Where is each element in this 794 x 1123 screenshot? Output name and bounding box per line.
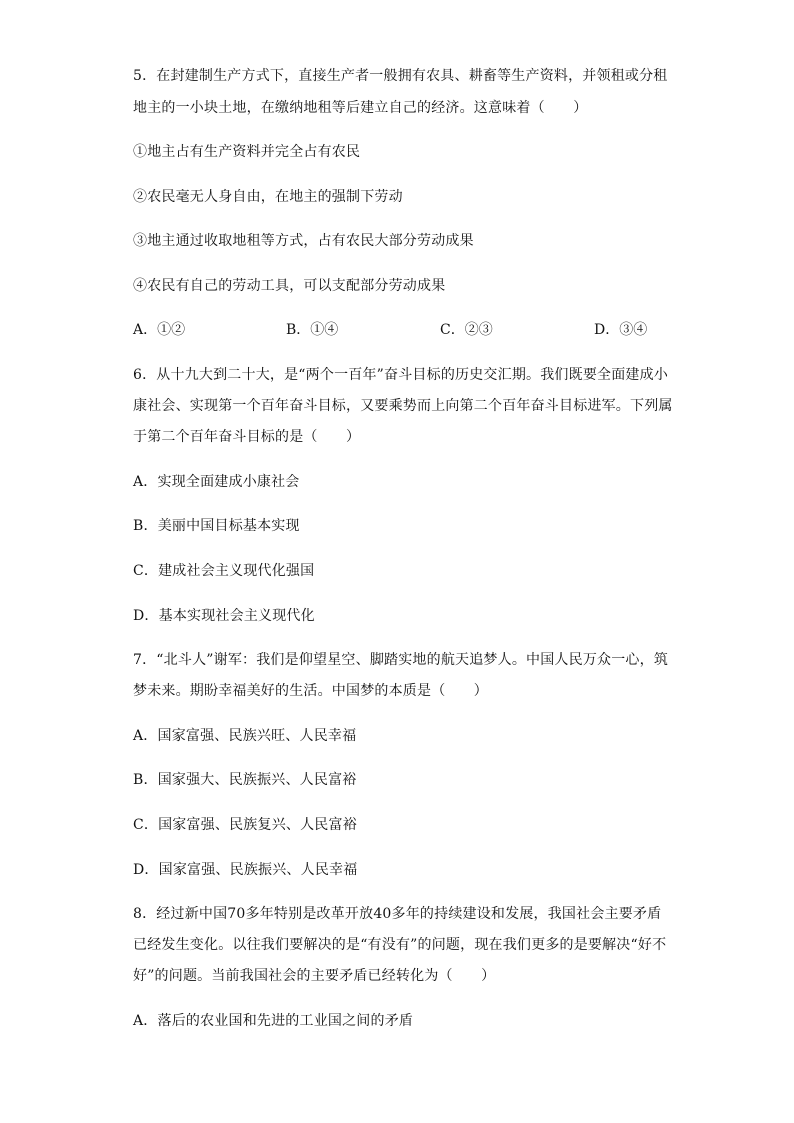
q5-statement-1: ①地主占有生产资料并完全占有农民	[133, 144, 361, 160]
q5-option-c: C．②③	[440, 322, 493, 338]
q6-stem-line-3: 于第二个百年奋斗目标的是（ ）	[133, 429, 361, 445]
q6-option-c: C．建成社会主义现代化强国	[133, 563, 315, 579]
q5-statement-3: ③地主通过收取地租等方式，占有农民大部分劳动成果	[133, 233, 474, 249]
q5-options-row	[133, 321, 673, 340]
q6-stem-line-1: 6．从十九大到二十大，是“两个一百年”奋斗目标的历史交汇期。我们既要全面建成小	[133, 367, 669, 383]
q5-stem-line-2: 地主的一小块土地，在缴纳地租等后建立自己的经济。这意味着（ ）	[133, 100, 588, 116]
q5-option-d: D．③④	[594, 322, 648, 338]
q6-option-a: A．实现全面建成小康社会	[133, 474, 300, 490]
q5-stem-line-1: 5．在封建制生产方式下，直接生产者一般拥有农具、耕畜等生产资料，并领租或分租	[133, 68, 668, 84]
q6-option-b: B．美丽中国目标基本实现	[133, 518, 300, 534]
q5-statement-2: ②农民毫无人身自由，在地主的强制下劳动	[133, 189, 403, 205]
q7-option-c: C．国家富强、民族复兴、人民富裕	[133, 817, 357, 833]
q8-stem-line-3: 好”的问题。当前我国社会的主要矛盾已经转化为（ ）	[133, 968, 496, 984]
q8-option-a: A．落后的农业国和先进的工业国之间的矛盾	[133, 1013, 414, 1029]
q5-option-a: A．①②	[133, 322, 186, 338]
q8-stem-line-1: 8．经过新中国70多年特别是改革开放40多年的持续建设和发展，我国社会主要矛盾	[133, 906, 662, 922]
q7-option-b: B．国家强大、民族振兴、人民富裕	[133, 772, 357, 788]
q5-statement-4: ④农民有自己的劳动工具，可以支配部分劳动成果	[133, 278, 446, 294]
q6-stem-line-2: 康社会、实现第一个百年奋斗目标，又要乘势而上向第二个百年奋斗目标进军。下列属	[133, 398, 673, 414]
q7-stem-line-2: 梦未来。期盼幸福美好的生活。中国梦的本质是（ ）	[133, 683, 488, 699]
q7-option-a: A．国家富强、民族兴旺、人民幸福	[133, 728, 357, 744]
q8-stem-line-2: 已经发生变化。以往我们要解决的是“有没有”的问题，现在我们更多的是要解决“好不	[133, 937, 667, 953]
q7-stem-line-1: 7．“北斗人”谢军：我们是仰望星空、脚踏实地的航天追梦人。中国人民万众一心，筑	[133, 652, 669, 668]
q5-option-b: B．①④	[286, 322, 339, 338]
q7-option-d: D．国家富强、民族振兴、人民幸福	[133, 862, 358, 878]
q6-option-d: D．基本实现社会主义现代化	[133, 608, 315, 624]
